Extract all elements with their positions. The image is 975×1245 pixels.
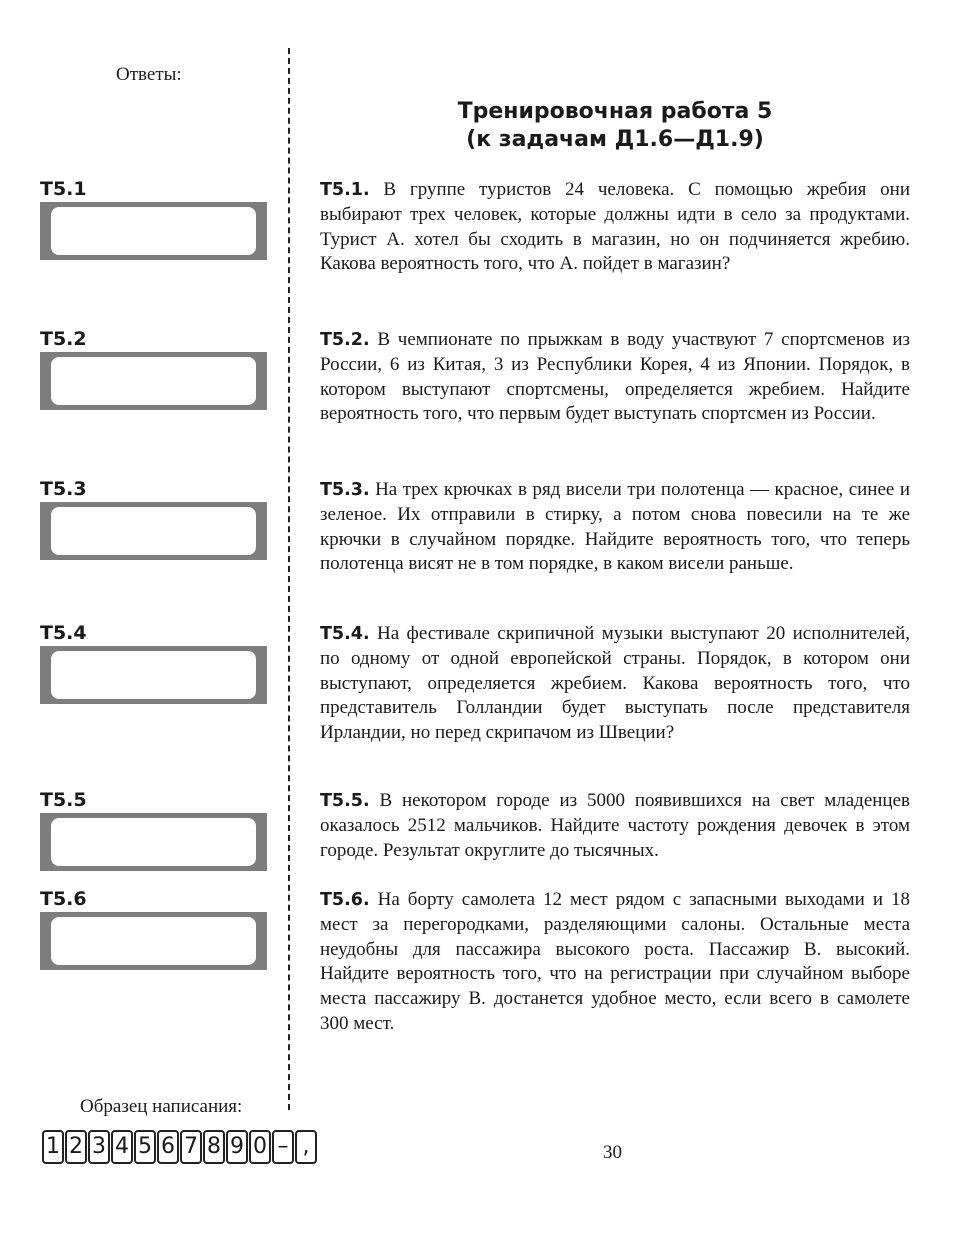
problem-text: В некотором городе из 5000 появившихся на свет младенцев оказалось 2512 мальчиков. Найдите частоту рождения девочек в этом городе. Результат округлите до тысячных.: [320, 790, 910, 861]
sample-writing-label: Образец написания:: [80, 1096, 243, 1117]
problem-text: На фестивале скрипичной музыки выступают 20 исполнителей, по одному от одной европейской страны. Порядок, в котором они выступают, определяется жребием. Какова вероятность того, что представитель Голландии будет выступать после представителя Ирландии, но перед скрипачом из Швеции?: [320, 623, 911, 744]
problem-t5-4: [320, 622, 910, 746]
worksheet-heading: [320, 98, 910, 154]
answer-box-t5-2[interactable]: [40, 352, 267, 410]
problem-number: Т5.5.: [320, 791, 370, 811]
problem-t5-6: [320, 888, 910, 1037]
problem-number: Т5.3.: [320, 480, 370, 500]
sample-char: 9: [226, 1130, 248, 1164]
answer-label-t5-2: Т5.2: [40, 328, 87, 350]
answer-label-t5-6: Т5.6: [40, 888, 87, 910]
problem-t5-3: [320, 478, 910, 577]
problem-t5-2: [320, 328, 910, 427]
answer-box-t5-3[interactable]: [40, 502, 267, 560]
sample-char: 5: [134, 1130, 156, 1164]
sample-char: 7: [180, 1130, 202, 1164]
problem-text: В чемпионате по прыжкам в воду участвуют 7 спортсменов из России, 6 из Китая, 3 из Республики Корея, 4 из Японии. Порядок, в котором выступают спортсмены, определяется жребием. Найдите вероятность того, что первым будет выступать спортсмен из России.: [320, 329, 911, 425]
answer-field[interactable]: [51, 651, 256, 699]
problem-text: На трех крючках в ряд висели три полотенца — красное, синее и зеленое. Их отправили в стирку, а потом снова повесили на те же крючки в случайном порядке. Найдите вероятность того, что теперь полотенца висят не в том порядке, в каком висели раньше.: [320, 479, 910, 575]
cut-line-divider: [288, 48, 290, 1110]
problem-t5-1: [320, 178, 910, 277]
answer-field[interactable]: [51, 818, 256, 866]
sample-char: 3: [88, 1130, 110, 1164]
answer-label-t5-3: Т5.3: [40, 478, 87, 500]
answer-field[interactable]: [51, 917, 256, 965]
problem-text: На борту самолета 12 мест рядом с запасными выходами и 18 мест за перегородками, разделяющими салоны. Остальные места неудобны для пассажира высокого роста. Пассажир В. высокий. Найдите вероятность того, что на регистрации при случайном выборе места пассажиру В. достанется удобное место, если всего в самолете 300 мест.: [320, 889, 910, 1034]
page-number: 30: [603, 1142, 622, 1163]
problem-number: Т5.6.: [320, 890, 370, 910]
sample-char: 0: [249, 1130, 271, 1164]
answer-box-t5-6[interactable]: [40, 912, 267, 970]
answer-box-t5-4[interactable]: [40, 646, 267, 704]
answers-label: Ответы:: [116, 64, 182, 85]
problem-t5-5: [320, 789, 910, 863]
answer-label-t5-4: Т5.4: [40, 622, 87, 644]
sample-char: 1: [42, 1130, 64, 1164]
sample-char: 4: [111, 1130, 133, 1164]
sample-char: –: [272, 1130, 294, 1164]
answer-box-t5-5[interactable]: [40, 813, 267, 871]
sample-char: 2: [65, 1130, 87, 1164]
problem-number: Т5.1.: [320, 180, 370, 200]
answer-field[interactable]: [51, 357, 256, 405]
answer-field[interactable]: [51, 207, 256, 255]
heading-line-1: Тренировочная работа 5: [457, 99, 773, 124]
problem-number: Т5.4.: [320, 624, 370, 644]
sample-writing-row: [42, 1130, 318, 1164]
answer-box-t5-1[interactable]: [40, 202, 267, 260]
heading-line-2: (к задачам Д1.6—Д1.9): [466, 127, 764, 152]
answer-label-t5-1: Т5.1: [40, 178, 87, 200]
answer-label-t5-5: Т5.5: [40, 789, 87, 811]
sample-char: 8: [203, 1130, 225, 1164]
problem-text: В группе туристов 24 человека. С помощью жребия они выбирают трех человек, которые должны идти в село за продуктами. Турист А. хотел бы сходить в магазин, но он подчиняется жребию. Какова вероятность того, что А. пойдет в магазин?: [320, 179, 911, 275]
sample-char: 6: [157, 1130, 179, 1164]
sample-char: ,: [295, 1130, 317, 1164]
answer-field[interactable]: [51, 507, 256, 555]
problem-number: Т5.2.: [320, 330, 370, 350]
